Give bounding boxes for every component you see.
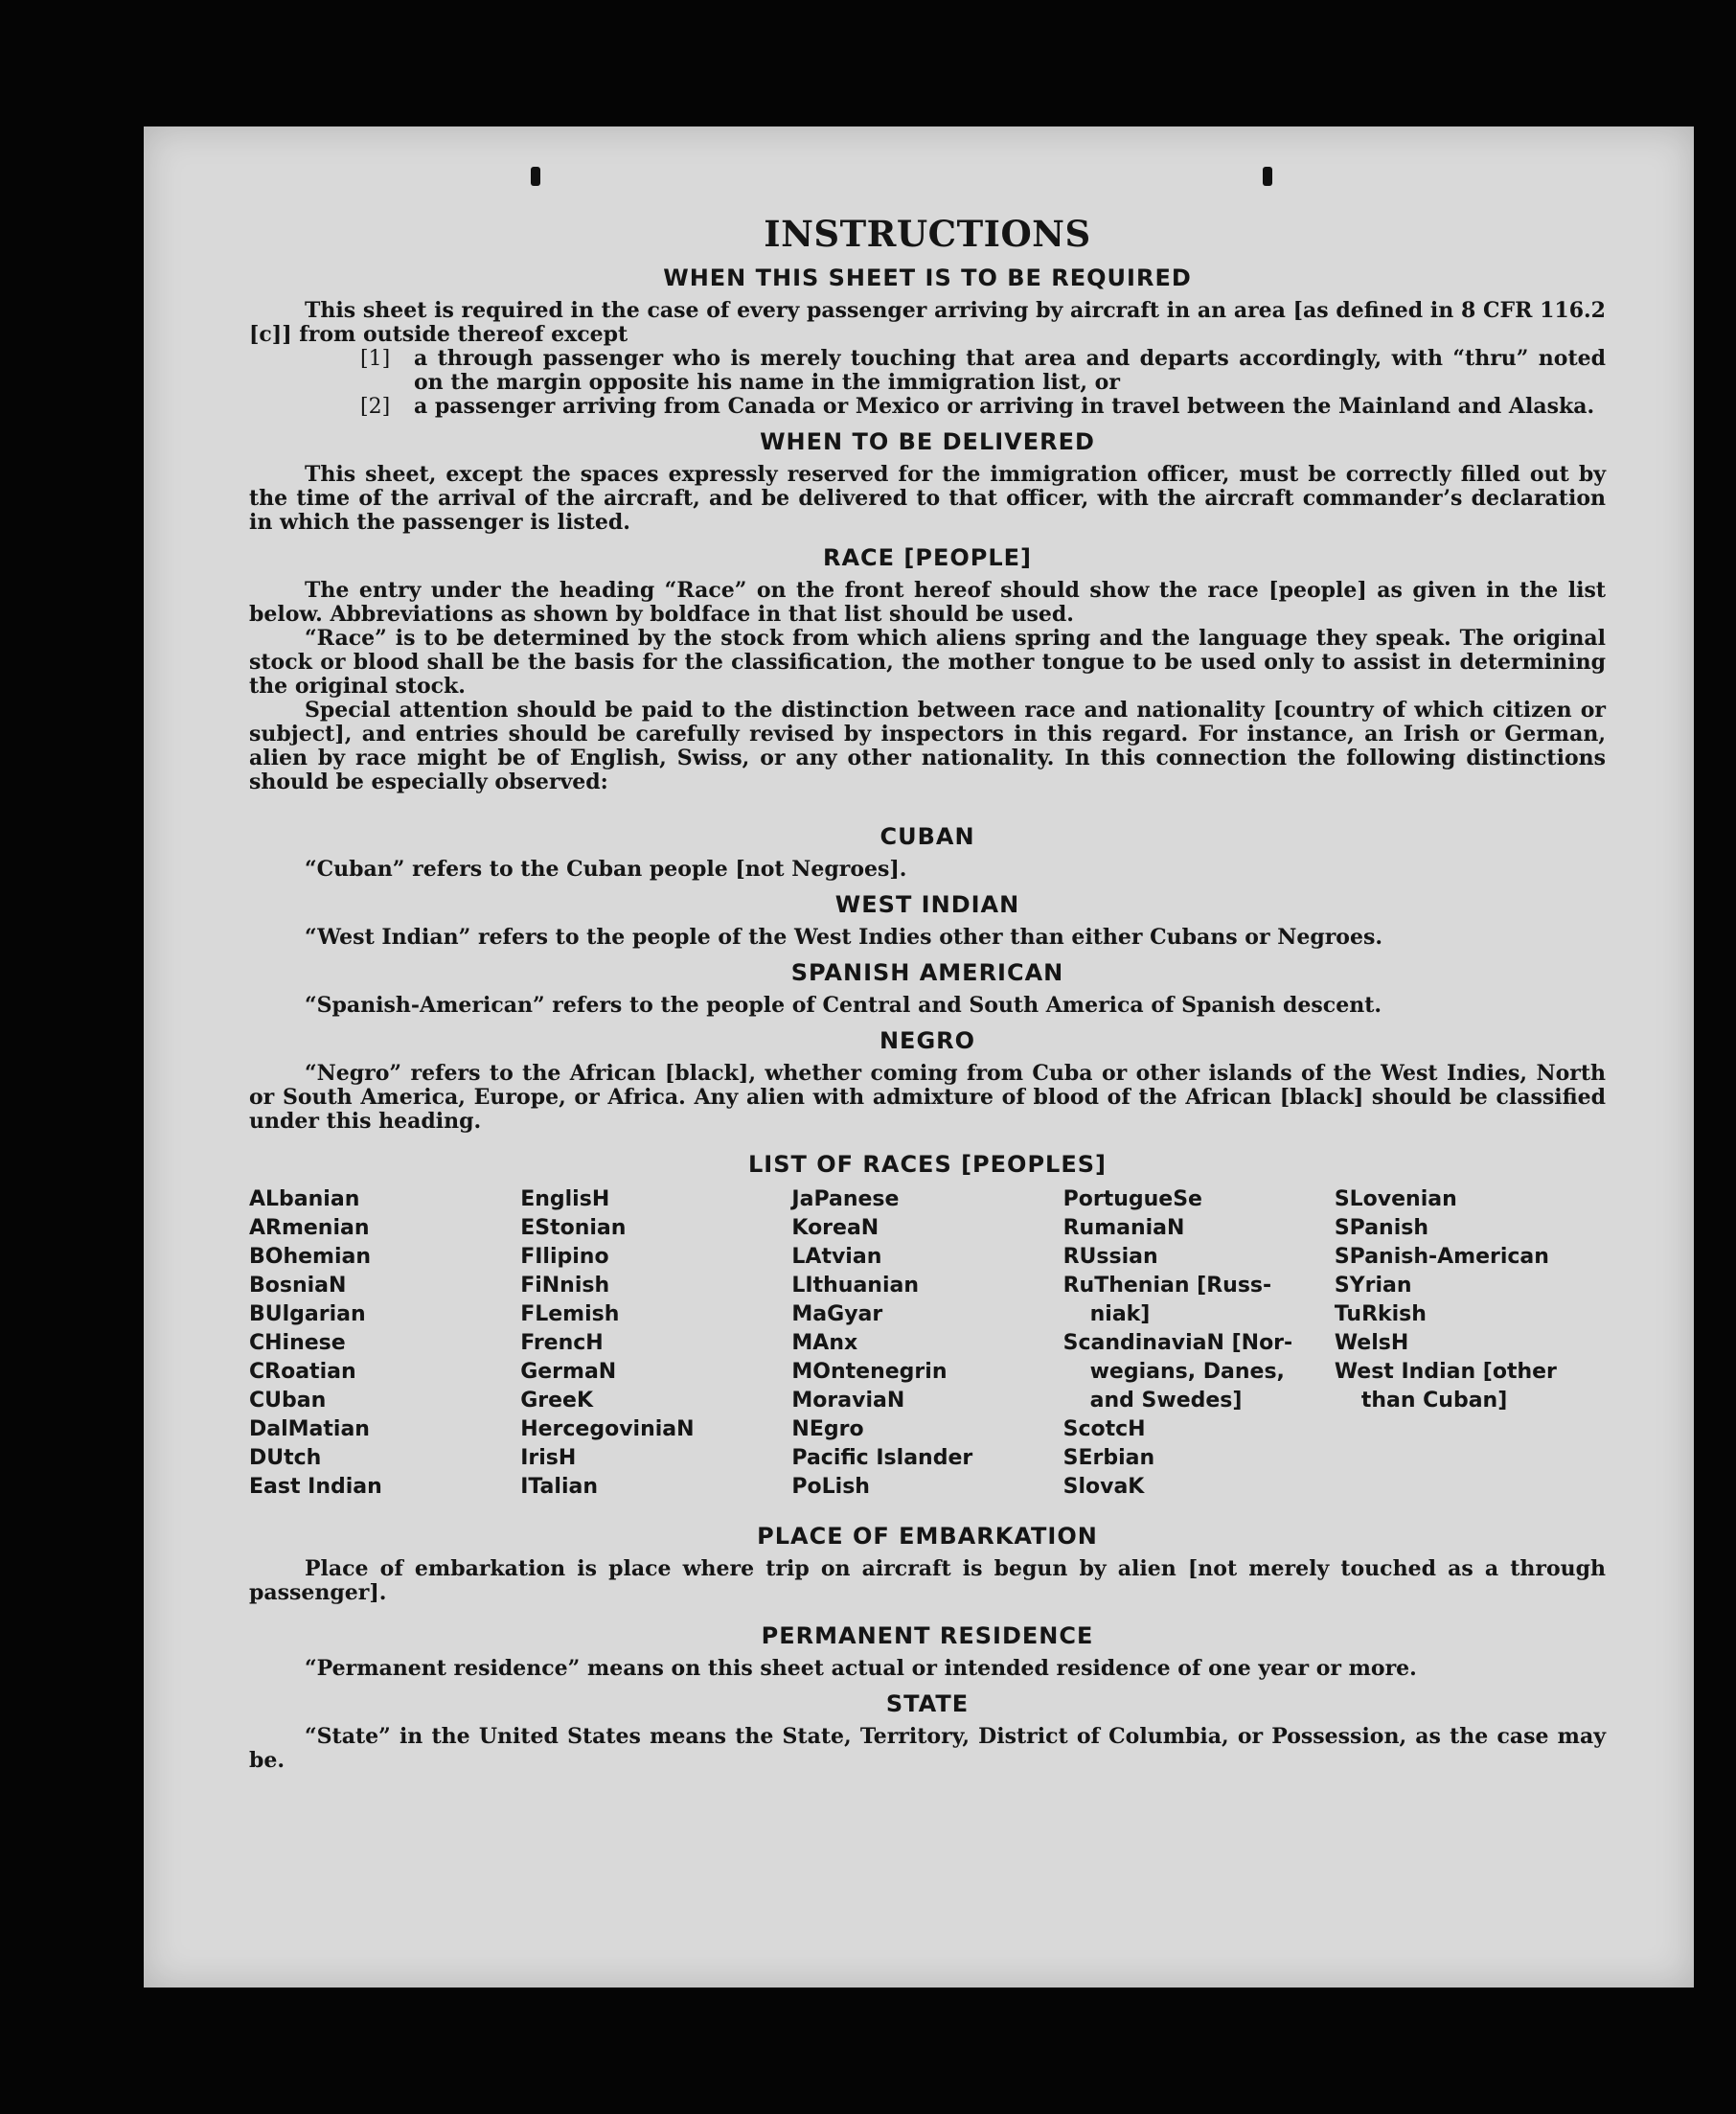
race-entry: wegians, Danes, [1089, 1360, 1285, 1384]
race-entry: WelsH [1334, 1331, 1409, 1355]
heading-spanish-american: SPANISH AMERICAN [790, 959, 1064, 986]
race-entry: BOhemian [249, 1245, 372, 1269]
races-column [520, 1185, 791, 1502]
paragraph-west-indian: “West Indian” refers to the people of the West Indies other than either Cubans or Negroes. [305, 925, 1383, 950]
paragraph-embarkation: Place of embarkation is place where trip on aircraft is begun by alien [not merely touched as a through passenger]. [249, 1556, 1606, 1605]
race-entry: East Indian [249, 1475, 382, 1499]
race-entry: MOntenegrin [791, 1360, 948, 1384]
race-entry: EStonian [520, 1216, 627, 1240]
race-entry: SYrian [1334, 1274, 1412, 1298]
races-column [791, 1185, 1062, 1502]
paragraph-residence: “Permanent residence” means on this sheet actual or intended residence of one year or more. [305, 1656, 1417, 1681]
race-entry: HercegoviniaN [520, 1417, 695, 1441]
heading-residence: PERMANENT RESIDENCE [761, 1622, 1094, 1649]
race-entry: GreeK [520, 1389, 593, 1413]
race-paragraphs [249, 579, 1606, 794]
race-entry: MaGyar [791, 1302, 883, 1326]
paragraph-race: “Race” is to be determined by the stock from which aliens spring and the language they speak. The original stock or blood shall be the basis for the classification, the mother tongue to be used only to assist in determining the original stock. [249, 626, 1606, 699]
punch-mark-left [531, 167, 540, 186]
race-entry: LIthuanian [791, 1274, 920, 1298]
race-entry: ScandinaviaN [Nor- [1062, 1331, 1293, 1355]
race-entry: ALbanian [249, 1187, 360, 1211]
heading-cuban: CUBAN [879, 823, 975, 850]
paragraph-race: Special attention should be paid to the distinction between race and nationality [country of which citizen or subject], and entries should be carefully revised by inspectors in this regard. For instance, an Irish or German, alien by race might be of English, Swiss, or any other nationality. In this connection the following distinctions should be especially observed: [249, 698, 1606, 794]
race-entry: ScotcH [1062, 1417, 1146, 1441]
race-entry: SlovaK [1062, 1475, 1145, 1499]
races-column [1063, 1185, 1335, 1502]
race-entry: EnglisH [520, 1187, 610, 1211]
race-entry: IrisH [520, 1446, 577, 1470]
paragraph-delivered: This sheet, except the spaces expressly reserved for the immigration officer, must be correctly filled out by the time of the arrival of the aircraft, and be delivered to that officer, with the aircraft commander’s declaration in which the passenger is listed. [249, 462, 1606, 535]
race-entry: than Cuban] [1360, 1389, 1508, 1413]
exception-item [360, 395, 1606, 419]
race-entry: SLovenian [1334, 1187, 1457, 1211]
exceptions-list [249, 347, 1606, 419]
paragraph-cuban: “Cuban” refers to the Cuban people [not Negroes]. [305, 857, 907, 882]
heading-west-indian: WEST INDIAN [834, 891, 1020, 918]
punch-mark-right [1263, 167, 1272, 186]
heading-embarkation: PLACE OF EMBARKATION [757, 1523, 1098, 1550]
races-column [249, 1185, 520, 1502]
race-entry: FIlipino [520, 1245, 609, 1269]
race-entry: SPanish-American [1334, 1245, 1549, 1269]
race-entry: JaPanese [791, 1187, 900, 1211]
race-entry: SErbian [1062, 1446, 1155, 1470]
heading-race: RACE [PEOPLE] [822, 544, 1033, 571]
race-entry: ARmenian [249, 1216, 370, 1240]
race-entry: PortugueSe [1062, 1187, 1202, 1211]
race-entry: SPanish [1334, 1216, 1428, 1240]
exception-text: a passenger arriving from Canada or Mexico or arriving in travel between the Mainland and Alaska. [414, 394, 1595, 419]
document-content [249, 213, 1606, 1773]
race-entry: BosniaN [249, 1274, 347, 1298]
paragraph-negro: “Negro” refers to the African [black], whether coming from Cuba or other islands of the West Indies, North or South America, Europe, or Africa. Any alien with admixture of blood of the African [black] should be classified under this heading. [249, 1061, 1606, 1134]
race-entry: FrencH [520, 1331, 604, 1355]
race-entry: PoLish [791, 1475, 870, 1499]
heading-list-of-races: LIST OF RACES [PEOPLES] [748, 1151, 1107, 1178]
races-column [1335, 1185, 1606, 1502]
exception-text: a through passenger who is merely touching that area and departs accordingly, with “thru” noted on the margin opposite his name in the immigration list, or [414, 346, 1606, 395]
race-entry: LAtvian [791, 1245, 882, 1269]
race-entry: Pacific Islander [791, 1446, 973, 1470]
race-entry: and Swedes] [1089, 1389, 1243, 1413]
race-entry: niak] [1089, 1302, 1151, 1326]
races-table [249, 1185, 1606, 1502]
exception-item [360, 347, 1606, 395]
paragraph-required-intro: This sheet is required in the case of every passenger arriving by aircraft in an area [as defined in 8 CFR 116.2 [c]] from outside thereof except [249, 298, 1606, 347]
race-entry: FiNnish [520, 1274, 610, 1298]
race-entry: RuThenian [Russ- [1062, 1274, 1272, 1298]
heading-state: STATE [885, 1690, 970, 1717]
race-entry: DalMatian [249, 1417, 370, 1441]
race-entry: West Indian [other [1334, 1360, 1557, 1384]
document-page [144, 126, 1694, 1988]
race-entry: CUban [249, 1389, 327, 1413]
exception-number: [2] [360, 395, 391, 419]
race-entry: RUssian [1062, 1245, 1158, 1269]
race-entry: MoraviaN [791, 1389, 905, 1413]
heading-negro: NEGRO [879, 1027, 976, 1054]
paragraph-race: The entry under the heading “Race” on the front hereof should show the race [people] as given in the list below. Abbreviations as shown by boldface in that list should be used. [249, 578, 1606, 627]
paragraph-state: “State” in the United States means the State, Territory, District of Columbia, or Possession, as the case may be. [249, 1724, 1606, 1773]
race-entry: BUlgarian [249, 1302, 366, 1326]
heading-delivered: WHEN TO BE DELIVERED [760, 428, 1095, 455]
race-entry: NEgro [791, 1417, 864, 1441]
race-entry: CHinese [249, 1331, 346, 1355]
race-entry: FLemish [520, 1302, 620, 1326]
race-entry: MAnx [791, 1331, 858, 1355]
race-entry: KoreaN [791, 1216, 879, 1240]
race-entry: GermaN [520, 1360, 617, 1384]
heading-required: WHEN THIS SHEET IS TO BE REQUIRED [663, 264, 1192, 291]
race-entry: CRoatian [249, 1360, 356, 1384]
page-title: INSTRUCTIONS [764, 213, 1091, 255]
race-entry: ITalian [520, 1475, 598, 1499]
race-entry: RumaniaN [1062, 1216, 1185, 1240]
race-entry: DUtch [249, 1446, 322, 1470]
race-entry: TuRkish [1334, 1302, 1427, 1326]
paragraph-spanish-american: “Spanish-American” refers to the people of Central and South America of Spanish descent. [305, 993, 1382, 1018]
exception-number: [1] [360, 347, 391, 371]
